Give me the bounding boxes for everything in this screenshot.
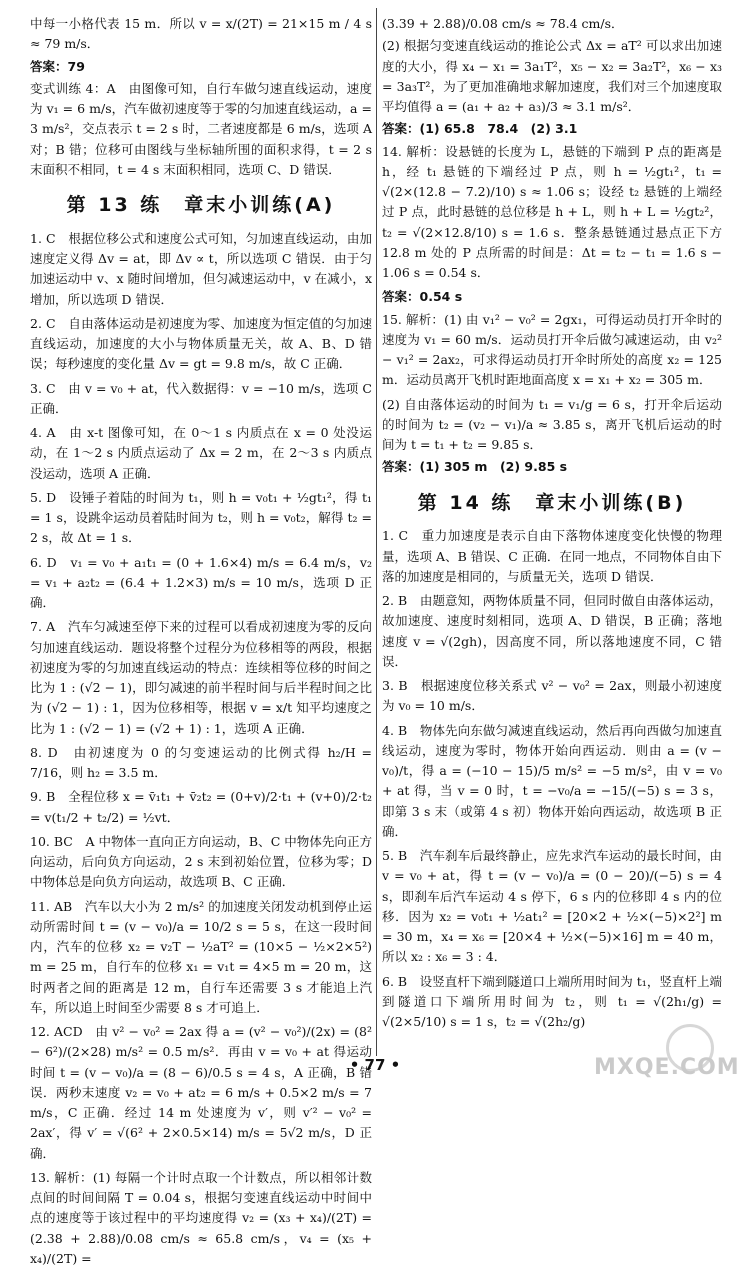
list-item: 12. ACD 由 v² − v₀² = 2ax 得 a = (v² − v₀²)/(2x) = (8² − 6²)/(2×28) m/s² = 0.5 m/s²．再由 v = v₀ + at 得运动时间 t = (v − v₀)/a = (8 − 6)/0.5 s = 4 s，A 正确，B 错误．两秒末速度 v₂ = v₀ + at₂ = 6 m/s + 0.5×2 m/s = 7 m/s，C 正确．经过 14 m 处速度为 v′，则 v′² − v₀² = 2ax′，得 v′ = √(6² + 2×0.5×14) m/s = 5√2 m/s，D 正确． <box>30 1024 372 1161</box>
list-item: 6. B 设竖直杆下端到隧道口上端所用时间为 t₁，竖直杆上端到隧道口下端所用时间为 t₂，则 t₁ = √(2h₁/g) = √(2×5/10) s = 1 s，t₂ = √(2h₂/g) <box>382 973 722 1030</box>
list-item: 15. 解析：(1) 由 v₁² − v₀² = 2gx₁，可得运动员打开伞时的速度为 v₁ = 60 m/s．运动员打开伞后做匀减速运动，由 v₂² − v₁² = 2ax₂，可求得运动员打开伞时所处的高度 x₂ = 125 m．运动员离开飞机时距地面高度 x = x₁ + x₂ = 305 m． <box>382 311 722 388</box>
paragraph: (3.39 + 2.88)/0.08 cm/s ≈ 78.4 cm/s． <box>382 16 624 31</box>
paragraph: (2) 根据匀变速直线运动的推论公式 Δx = aT² 可以求出加速度的大小，得 x₄ − x₁ = 3a₁T²，x₅ − x₂ = 3a₂T²，x₆ − x₃ = 3a₃T²，为了更加准确地求解加速度，我们对三个加速度取平均值得 a = (a₁ + a₂ + a₃)/3 ≈ 3.1 m/s²． <box>382 38 722 114</box>
left-column <box>30 14 372 1273</box>
list-item: 2. B 由题意知，两物体质量不同，但同时做自由落体运动，故加速度、速度时刻相同，选项 A、D 错误，B 正确；落地速度 v = √(2gh)，因高度不同，所以落地速度不同，C 错误． <box>382 593 722 669</box>
list-item: 4. A 由 x-t 图像可知，在 0～1 s 内质点在 x = 0 处没运动，在 1～2 s 内质点运动了 Δx = 2 m，在 2～3 s 内质点没运动，选项 A 正确． <box>30 425 372 481</box>
list-item: 4. B 物体先向东做匀减速直线运动，然后再向西做匀加速直线运动，速度为零时，物体开始向西运动．则由 a = (v − v₀)/t，得 a = (−10 − 15)/5 m/s² = −5 m/s²，由 v = v₀ + at 得，当 v = 0 时，t = −v₀/a = −15/(−5) s = 3 s，即第 3 s 末（或第 4 s 初）物体开始向西运动，故选项 B 正确． <box>382 722 722 839</box>
list-item: 1. C 重力加速度是表示自由下落物体速度变化快慢的物理量，选项 A、B 错误、C 正确．在同一地点，不同物体自由下落的加速度是相同的，与质量无关，选项 D 错误． <box>382 528 722 584</box>
paragraph: 变式训练 4：A 由图像可知，自行车做匀速直线运动，速度为 v₁ = 6 m/s，汽车做初速度等于零的匀加速直线运动，a = 3 m/s²，交点表示 t = 2 s 时，二者速度都是 6 m/s，选项 A 对；B 错；位移可由图线与坐标轴所围的面积求得，t = 2 s 末面积不相同，t = 4 s 末面积相同，选项 C、D 错误． <box>30 80 372 177</box>
section-heading-13: 第 13 练 章末小训练(A) <box>66 194 336 216</box>
list-item: 3. C 由 v = v₀ + at，代入数据得：v = −10 m/s，选项 C 正确． <box>30 380 372 416</box>
list-item: 8. D 由初速度为 0 的匀变速运动的比例式得 h₂/H = 7/16，则 h₂ = 3.5 m． <box>30 744 372 781</box>
list-item: 9. B 全程位移 x = v̄₁t₁ + v̄₂t₂ = (0+v)/2·t₁ + (v+0)/2·t₂ = v(t₁/2 + t₂/2) = ½vt． <box>30 789 372 825</box>
list-item: 10. BC A 中物体一直向正方向运动，B、C 中物体先向正方向运动，后向负方向运动，2 s 末到初始位置，位移为零；D 中物体总是向负方向运动，故选项 B、C 正确． <box>30 833 372 890</box>
list-item: 13. 解析：(1) 每隔一个计时点取一个计数点，所以相邻计数点间的时间间隔 T = 0.04 s，根据匀变速直线运动中时间中点的速度等于该过程中的平均速度得 v₂ = (x₃ + x₄)/(2T) = (2.38 + 2.88)/0.08 cm/s ≈ 65.8 cm/s，v₄ = (x₅ + x₄)/(2T) = <box>30 1169 372 1266</box>
list-item: 5. B 汽车刹车后最终静止，应先求汽车运动的最长时间，由 v = v₀ + at，得 t = (v − v₀)/a = (0 − 20)/(−5) s = 4 s，即刹车后汽车运动 4 s 停下，6 s 内的位移即 4 s 内的位移．因为 x₂ = v₀t₁ + ½at₁² = [20×2 + ½×(−5)×2²] m = 30 m，x₄ = x₆ = [20×4 + ½×(−5)×16] m = 40 m，所以 x₂ : x₆ = 3 : 4． <box>382 848 722 965</box>
answer-line: 答案：79 <box>30 58 85 74</box>
list-item: 2. C 自由落体运动是初速度为零、加速度为恒定值的匀加速直线运动，加速度的大小与物体质量无关，故 A、B、D 错误；每秒速度的变化量 Δv = gt = 9.8 m/s，故 C 正确． <box>30 315 372 372</box>
list-item: 6. D v₁ = v₀ + a₁t₁ = (0 + 1.6×4) m/s = 6.4 m/s，v₂ = v₁ + a₂t₂ = (6.4 + 1.2×3) m/s = 10 m/s，选项 D 正确． <box>30 554 372 611</box>
answer-line: 答案：(1) 65.8 78.4 (2) 3.1 <box>382 121 578 137</box>
page-number: • 77 • <box>349 1056 401 1074</box>
list-item: 7. A 汽车匀减速至停下来的过程可以看成初速度为零的反向匀加速直线运动．题设将整个过程分为位移相等的两段，根据初速度为零的匀加速直线运动的特点：连续相等位移的时间之比为 1 : (√2 − 1)，即匀减速的前半程时间与后半程时间之比为 (√2 − 1) : 1，因为位移相等，根据 v = x/t 知平均速度之比为 1 : (√2 − 1) = (√2 + 1) : 1，选项 A 正确． <box>30 619 372 736</box>
right-column <box>382 14 722 1036</box>
answer-line: 答案：0.54 s <box>382 289 463 305</box>
list-item: 14. 解析：设悬链的长度为 L，悬链的下端到 P 点的距离是 h，经 t₁ 悬链的下端经过 P 点，则 h = ½gt₁²，t₁ = √(2×(12.8 − 7.2)/10) s ≈ 1.06 s；设经 t₂ 悬链的上端经过 P 点，此时悬链的总位移是 h + L，则 h + L = ½gt₂²，t₂ = √(2×12.8/10) s = 1.6 s．整条悬链通过悬点正下方 12.8 m 处的 P 点所需的时间是：Δt = t₂ − t₁ = 1.6 s − 1.06 s = 0.54 s． <box>382 143 722 280</box>
list-item: 11. AB 汽车以大小为 2 m/s² 的加速度关闭发动机到停止运动所需时间 t = (v − v₀)/a = 10/2 s = 5 s，在这一段时间内，汽车的位移 x₂ = v₂T − ½aT² = (10×5 − ½×2×5²) m = 25 m，自行车的位移 x₁ = v₁t = 4×5 m = 20 m，这时两者之间的距离是 12 m，自行车还需要 3 s 才能追上汽车，所以追上时间至少需要 8 s 才可追上． <box>30 898 372 1015</box>
paragraph: 中每一小格代表 15 m．所以 v = x/(2T) = 21×15 m / 4 s ≈ 79 m/s． <box>30 16 372 52</box>
list-item: 3. B 根据速度位移关系式 v² − v₀² = 2ax，则最小初速度为 v₀ = 10 m/s． <box>382 678 722 714</box>
list-item: 5. D 设锤子着陆的时间为 t₁，则 h = v₀t₁ + ½gt₁²，得 t₁ = 1 s，设跳伞运动员着陆时间为 t₂，则 h = v₀t₂，解得 t₂ = 2 s，故 Δt = 1 s． <box>30 489 372 546</box>
answer-line: 答案：(1) 305 m (2) 9.85 s <box>382 459 568 475</box>
section-heading-14: 第 14 练 章末小训练(B) <box>417 491 687 514</box>
list-item: 1. C 根据位移公式和速度公式可知，匀加速直线运动，由加速度定义得 Δv = at，即 Δv ∝ t，所以选项 C 错误．由于匀加速运动中 v、x 随时间增加，但匀减速运动中，v 在减小，x 增加，所以选项 D 错误． <box>30 230 372 307</box>
watermark-text: MXQE.COM <box>594 1055 740 1081</box>
column-divider <box>376 8 377 1056</box>
paragraph: (2) 自由落体运动的时间为 t₁ = v₁/g = 6 s，打开伞后运动的时间为 t₂ = (v₂ − v₁)/a ≈ 3.85 s，离开飞机后运动的时间为 t = t₁ + t₂ = 9.85 s． <box>382 396 722 452</box>
watermark-logo <box>588 1024 738 1088</box>
